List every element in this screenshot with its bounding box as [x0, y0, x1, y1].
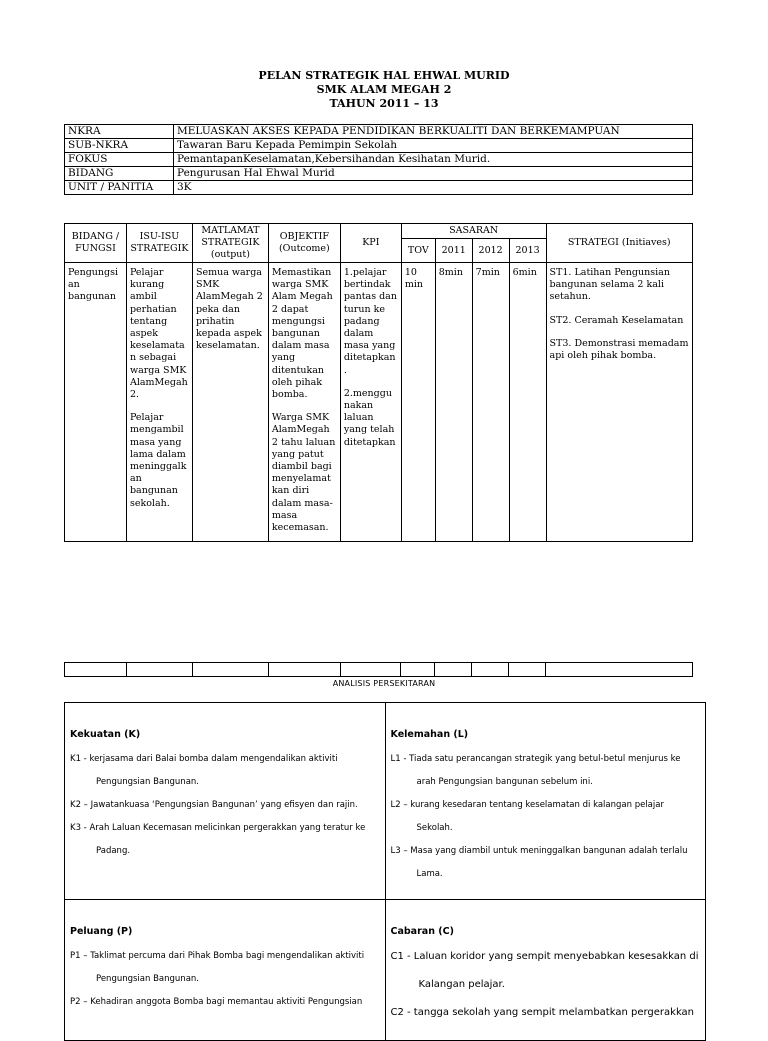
cell-matlamat: Semua warga SMK AlamMegah 2 peka dan prihatin kepada aspek keselamatan.: [192, 263, 268, 542]
kelemahan-title: Kelemahan (L): [390, 729, 469, 740]
objektif-item: Memastikan warga SMK Alam Megah 2 dapat mengungsi bangunan dalam masa yang ditentukan oleh pihak bomba.: [271, 267, 333, 401]
info-value: 3K: [174, 181, 693, 195]
peluang-cell: [65, 900, 386, 1041]
header-2011: 2011: [435, 239, 472, 263]
kekuatan-item: K1 - kerjasama dari Balai bomba dalam mengendalikan aktiviti: [70, 754, 338, 764]
kpi-item: 2.menggu nakan laluan yang telah ditetapkan: [343, 387, 396, 448]
kelemahan-item-cont: Sekolah.: [416, 823, 453, 833]
school-name: SMK ALAM MEGAH 2: [316, 83, 452, 96]
table-row: [65, 263, 693, 542]
cabaran-item: C2 - tangga sekolah yang sempit melambatkan pergerakkan: [390, 1007, 695, 1018]
kelemahan-item: L2 – kurang kesedaran tentang keselamatan di kalangan pelajar: [390, 800, 664, 810]
analisis-title: ANALISIS PERSEKITARAN: [332, 679, 436, 688]
cell-2011: 8min: [435, 263, 472, 542]
info-row-sub-nkra: [65, 139, 693, 153]
empty-cell: [126, 663, 192, 677]
swot-table: [64, 702, 706, 1041]
info-row-nkra: [65, 125, 693, 139]
cell-bidang: Pengungsi an bangunan: [65, 263, 127, 542]
kekuatan-item: K3 - Arah Laluan Kecemasan melicinkan pergerakkan yang teratur ke: [70, 823, 366, 833]
info-key: UNIT / PANITIA: [65, 181, 174, 195]
isu-item: Pelajar kurang ambil perhatian tentang aspek keselamata n sebagai warga SMK AlamMegah 2.: [129, 267, 188, 401]
empty-cell: [435, 663, 472, 677]
plan-title: PELAN STRATEGIK HAL EHWAL MURID: [258, 69, 510, 82]
kelemahan-item: L3 – Masa yang diambil untuk meninggalkan bangunan adalah terlalu: [390, 846, 688, 856]
info-value: Tawaran Baru Kepada Pemimpin Sekolah: [174, 139, 693, 153]
header-isu: ISU-ISU STRATEGIK: [126, 224, 192, 263]
header-matlamat: MATLAMAT STRATEGIK (output): [192, 224, 268, 263]
info-row-fokus: [65, 153, 693, 167]
cell-objektif: [268, 263, 340, 542]
empty-cell: [65, 663, 127, 677]
peluang-item-cont: Pengungsian Bangunan.: [96, 974, 199, 984]
strategic-plan-table: [64, 223, 693, 542]
cell-kpi: [340, 263, 401, 542]
peluang-item: P1 – Taklimat percuma dari Pihak Bomba bagi mengendalikan aktiviti: [70, 951, 365, 961]
cabaran-item: C1 - Laluan koridor yang sempit menyebabkan kesesakkan di: [390, 951, 699, 962]
header-bidang: BIDANG / FUNGSI: [65, 224, 127, 263]
kekuatan-cell: [65, 703, 386, 900]
strategi-item: ST1. Latihan Pengunsian bangunan selama 2 kali setahun.: [549, 267, 670, 303]
empty-cell: [192, 663, 268, 677]
empty-cell: [509, 663, 546, 677]
info-row-bidang: [65, 167, 693, 181]
cell-isu: [126, 263, 192, 542]
kekuatan-item-cont: Padang.: [96, 846, 131, 856]
empty-cell: [401, 663, 435, 677]
kekuatan-item-cont: Pengungsian Bangunan.: [96, 777, 199, 787]
kpi-item: 1.pelajar bertindak pantas dan turun ke padang dalam masa yang ditetapkan .: [343, 267, 397, 376]
cell-strategi: [546, 263, 692, 542]
header-objektif: OBJEKTIF (Outcome): [268, 224, 340, 263]
peluang-item: P2 – Kehadiran anggota Bomba bagi memantau aktiviti Pengungsian: [70, 997, 363, 1007]
info-value: Pengurusan Hal Ehwal Murid: [174, 167, 693, 181]
info-key: FOKUS: [65, 153, 174, 167]
header-sasaran: SASARAN: [401, 224, 546, 239]
empty-cell: [268, 663, 340, 677]
cabaran-cell: [385, 900, 706, 1041]
strategi-item: ST3. Demonstrasi memadam api oleh pihak bomba.: [549, 337, 689, 362]
kelemahan-item: L1 - Tiada satu perancangan strategik yang betul-betul menjurus ke: [390, 754, 681, 764]
cabaran-item-cont: Kalangan pelajar.: [418, 979, 505, 990]
kelemahan-item-cont: arah Pengungsian bangunan sebelum ini.: [416, 777, 593, 787]
header-2012: 2012: [472, 239, 509, 263]
header-strategi: STRATEGI (Initiaves): [546, 224, 692, 263]
kelemahan-cell: [385, 703, 706, 900]
info-value: MELUASKAN AKSES KEPADA PENDIDIKAN BERKUALITI DAN BERKEMAMPUAN: [174, 125, 693, 139]
peluang-title: Peluang (P): [70, 926, 133, 937]
header-2013: 2013: [509, 239, 546, 263]
cabaran-title: Cabaran (C): [390, 926, 454, 937]
info-value: PemantapanKeselamatan,Kebersihandan Kesihatan Murid.: [174, 153, 693, 167]
info-table: [64, 124, 693, 195]
info-row-unit: [65, 181, 693, 195]
cell-2013: 6min: [509, 263, 546, 542]
info-key: BIDANG: [65, 167, 174, 181]
kekuatan-title: Kekuatan (K): [70, 729, 141, 740]
objektif-item: Warga SMK AlamMegah 2 tahu laluan yang patut diambil bagi menyelamat kan diri dalam masa-masa kecemasan.: [271, 412, 336, 534]
header-tov: TOV: [401, 239, 435, 263]
header-kpi: KPI: [340, 224, 401, 263]
empty-cell: [472, 663, 509, 677]
info-key: SUB-NKRA: [65, 139, 174, 153]
kekuatan-item: K2 – Jawatankuasa ‘Pengungsian Bangunan’ yang efisyen dan rajin.: [70, 800, 358, 810]
plan-years: TAHUN 2011 – 13: [329, 97, 439, 110]
cell-tov: 10 min: [401, 263, 435, 542]
strategi-item: ST2. Ceramah Keselamatan: [549, 314, 684, 326]
kelemahan-item-cont: Lama.: [416, 869, 443, 879]
isu-item: Pelajar mengambil masa yang lama dalam meninggalk an bangunan sekolah.: [129, 412, 187, 509]
empty-cell: [340, 663, 401, 677]
empty-table-row: [64, 662, 693, 677]
cell-2012: 7min: [472, 263, 509, 542]
table-row: [65, 663, 693, 677]
empty-cell: [546, 663, 693, 677]
info-key: NKRA: [65, 125, 174, 139]
